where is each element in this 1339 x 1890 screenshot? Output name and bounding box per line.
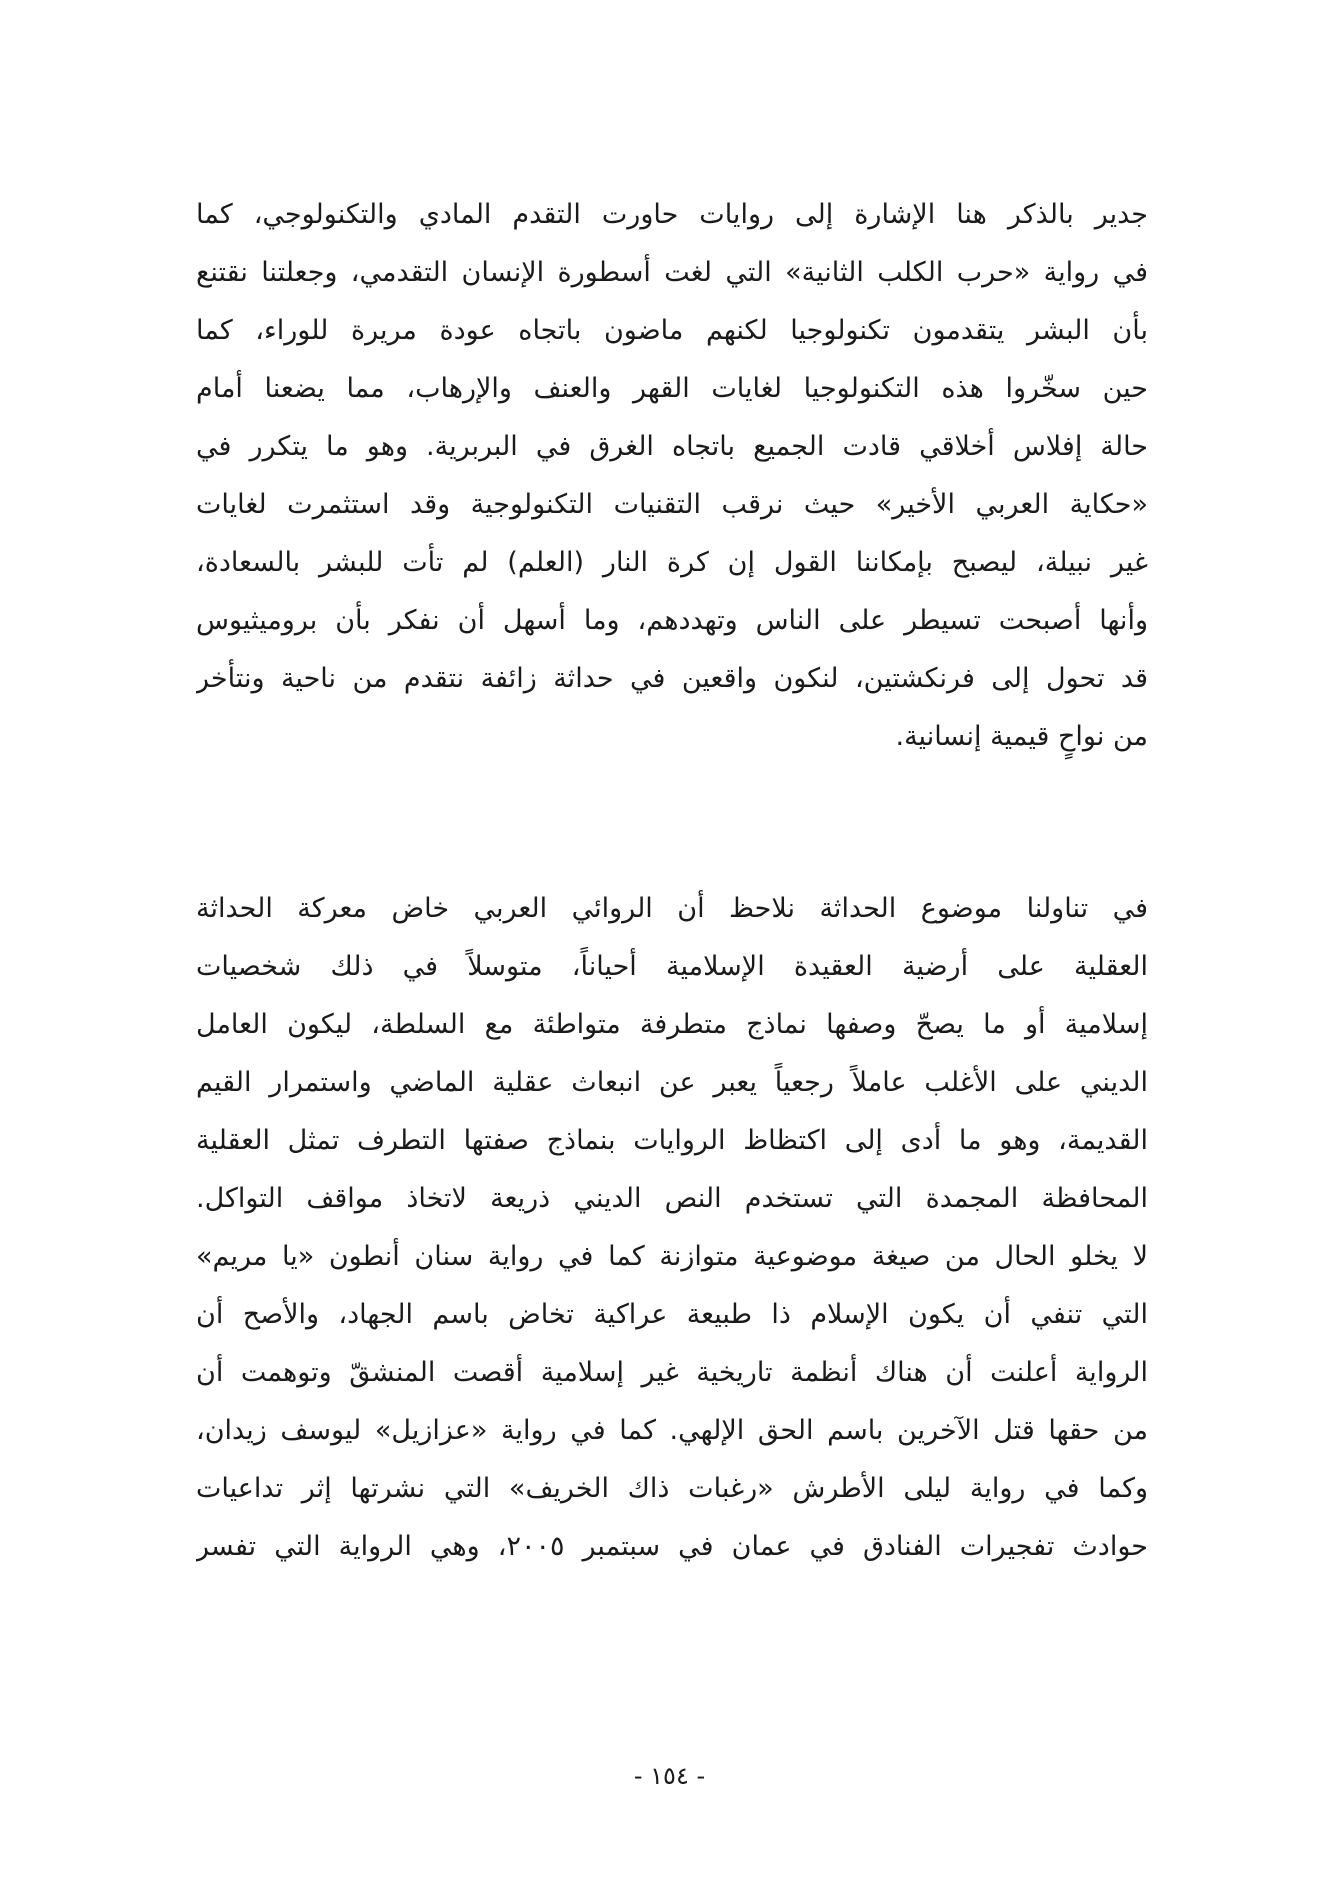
text-line: من نواحٍ قيمية إنسانية.: [895, 721, 1148, 752]
text-line: حالة إفلاس أخلاقي قادت الجميع باتجاه الغرق في البربرية. وهو ما يتكرر في: [196, 431, 1148, 462]
text-line: الديني على الأغلب عاملاً رجعياً يعبر عن انبعاث عقلية الماضي واستمرار القيم: [196, 1067, 1148, 1098]
text-line: الرواية أعلنت أن هناك أنظمة تاريخية غير إسلامية أقصت المنشقّ وتوهمت أن: [196, 1357, 1148, 1388]
text-line: في تناولنا موضوع الحداثة نلاحظ أن الروائي العربي خاض معركة الحداثة: [196, 893, 1148, 924]
text-line: وكما في رواية ليلى الأطرش «رغبات ذاك الخريف» التي نشرتها إثر تداعيات: [196, 1473, 1148, 1504]
text-line: جدير بالذكر هنا الإشارة إلى روايات حاورت التقدم المادي والتكنولوجي، كما: [196, 199, 1148, 230]
text-line: حوادث تفجيرات الفنادق في عمان في سبتمبر ٢٠٠٥، وهي الرواية التي تفسر: [196, 1531, 1148, 1562]
text-line: غير نبيلة، ليصبح بإمكاننا القول إن كرة النار (العلم) لم تأت للبشر بالسعادة،: [196, 547, 1148, 578]
text-line: القديمة، وهو ما أدى إلى اكتظاظ الروايات بنماذج صفتها التطرف تمثل العقلية: [196, 1125, 1148, 1156]
text-line: قد تحول إلى فرنكشتين، لنكون واقعين في حداثة زائفة نتقدم من ناحية ونتأخر: [196, 663, 1148, 694]
text-line: إسلامية أو ما يصحّ وصفها نماذج متطرفة متواطئة مع السلطة، ليكون العامل: [196, 1009, 1148, 1040]
paragraph-1: [196, 186, 1148, 766]
text-line: المحافظة المجمدة التي تستخدم النص الديني ذريعة لاتخاذ مواقف التواكل.: [196, 1183, 1148, 1214]
text-line: بأن البشر يتقدمون تكنولوجيا لكنهم ماضون باتجاه عودة مريرة للوراء، كما: [196, 315, 1148, 346]
text-line: في رواية «حرب الكلب الثانية» التي لغت أسطورة الإنسان التقدمي، وجعلتنا نقتنع: [196, 257, 1148, 288]
text-line: «حكاية العربي الأخير» حيث نرقب التقنيات التكنولوجية وقد استثمرت لغايات: [196, 489, 1148, 520]
paragraph-2: [196, 880, 1148, 1576]
text-line: من حقها قتل الآخرين باسم الحق الإلهي. كما في رواية «عزازيل» ليوسف زيدان،: [196, 1415, 1148, 1446]
page-number: - ١٥٤ -: [633, 1762, 706, 1790]
text-line: وأنها أصبحت تسيطر على الناس وتهددهم، وما أسهل أن نفكر بأن بروميثيوس: [196, 605, 1148, 636]
text-line: العقلية على أرضية العقيدة الإسلامية أحياناً، متوسلاً في ذلك شخصيات: [196, 951, 1148, 982]
text-line: التي تنفي أن يكون الإسلام ذا طبيعة عراكية تخاض باسم الجهاد، والأصح أن: [196, 1299, 1148, 1330]
text-line: حين سخّروا هذه التكنولوجيا لغايات القهر والعنف والإرهاب، مما يضعنا أمام: [196, 373, 1148, 404]
text-line: لا يخلو الحال من صيغة موضوعية متوازنة كما في رواية سنان أنطون «يا مريم»: [196, 1241, 1148, 1272]
